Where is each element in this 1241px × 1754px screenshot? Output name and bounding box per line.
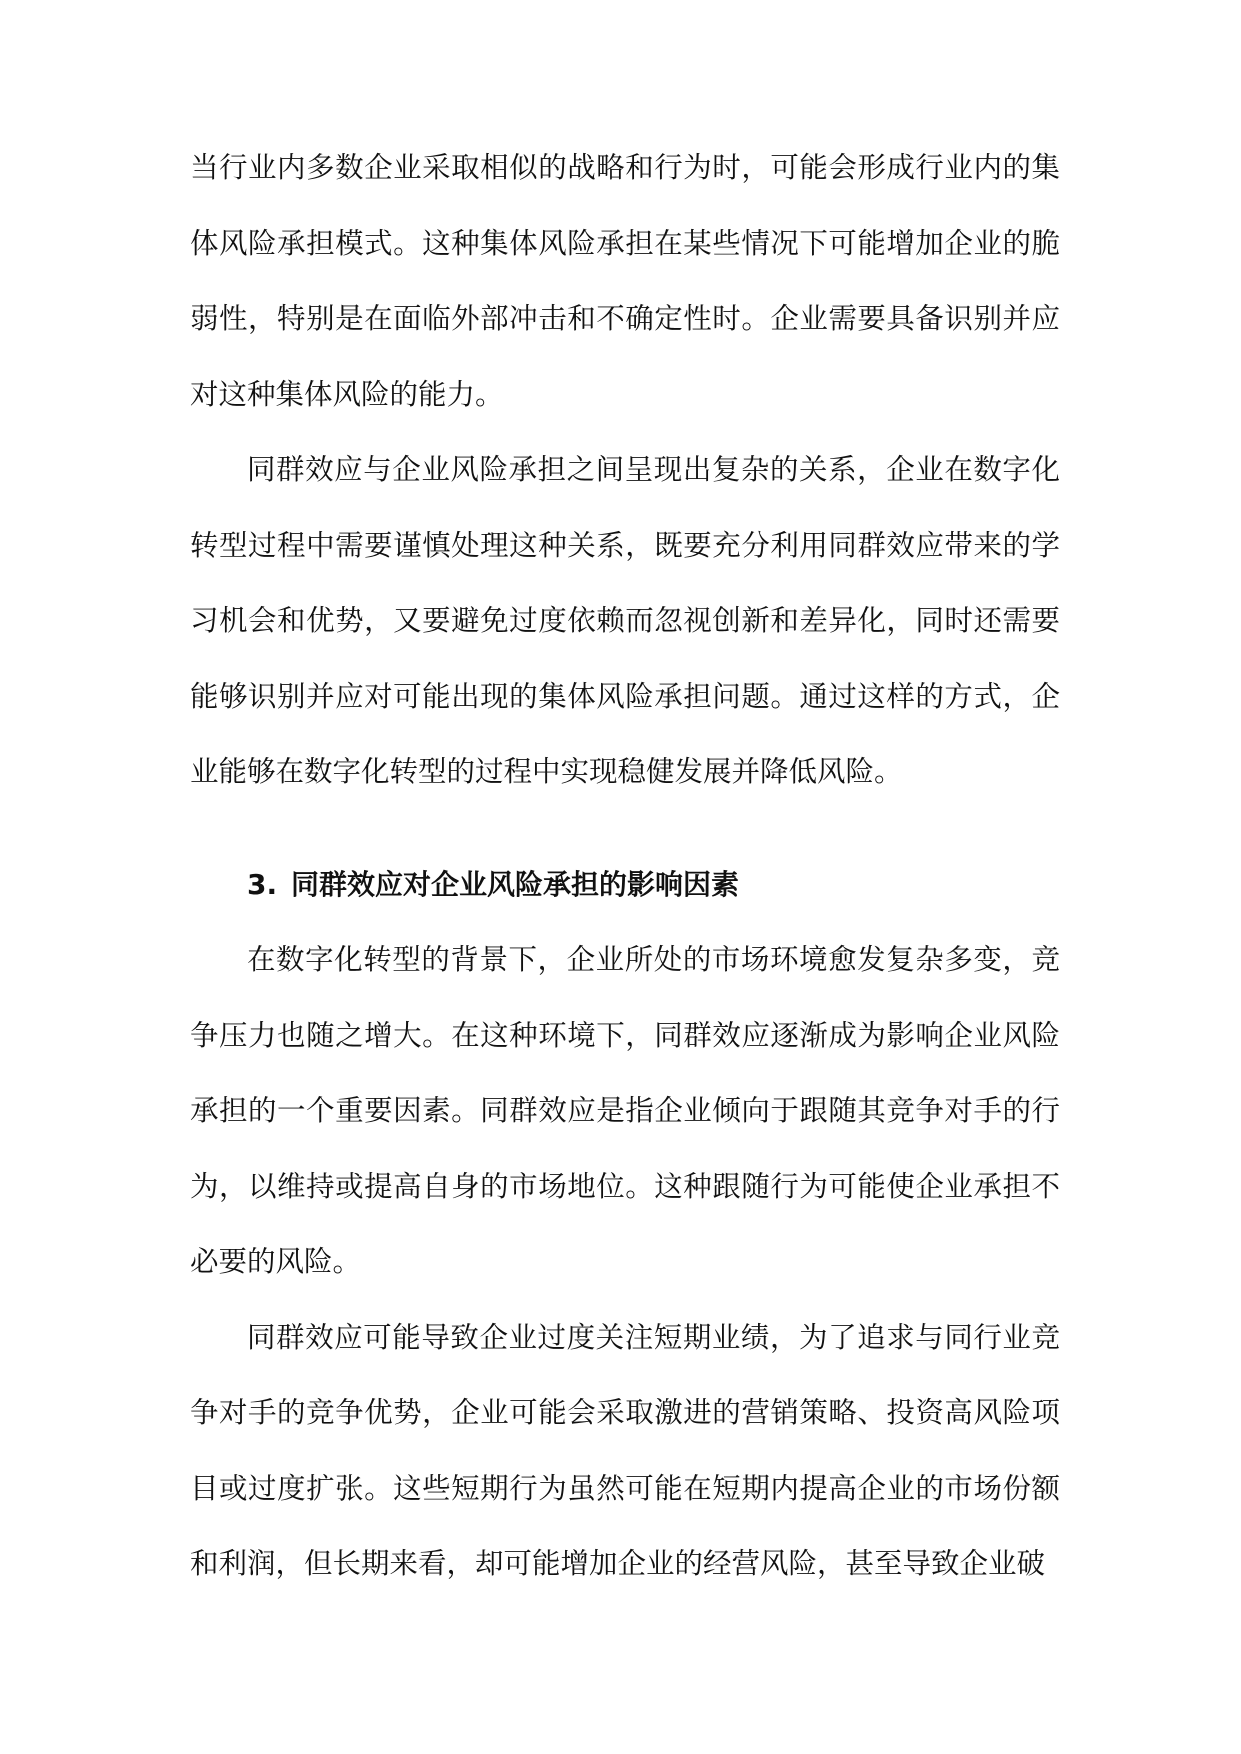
document-page: [190, 130, 1060, 1602]
paragraph-digital-context: 在数字化转型的背景下，企业所处的市场环境愈发复杂多变，竞争压力也随之增大。在这种环境下，同群效应逐渐成为影响企业风险承担的一个重要因素。同群效应是指企业倾向于跟随其竞争对手的行为，以维持或提高自身的市场地位。这种跟随行为可能使企业承担不必要的风险。: [190, 943, 1060, 1278]
paragraph-collective-risk: 当行业内多数企业采取相似的战略和行为时，可能会形成行业内的集体风险承担模式。这种集体风险承担在某些情况下可能增加企业的脆弱性，特别是在面临外部冲击和不确定性时。企业需要具备识别并应对这种集体风险的能力。: [190, 151, 1060, 411]
section-heading: [190, 847, 1060, 923]
section-number: 3.: [247, 867, 278, 901]
section-title: 同群效应对企业风险承担的影响因素: [291, 867, 740, 901]
paragraph-short-term-focus: 同群效应可能导致企业过度关注短期业绩，为了追求与同行业竞争对手的竞争优势，企业可能会采取激进的营销策略、投资高风险项目或过度扩张。这些短期行为虽然可能在短期内提高企业的市场份额和利润，但长期来看，却可能增加企业的经营风险，甚至导致企业破: [190, 1320, 1060, 1580]
paragraph-complex-relationship: 同群效应与企业风险承担之间呈现出复杂的关系，企业在数字化转型过程中需要谨慎处理这种关系，既要充分利用同群效应带来的学习机会和优势，又要避免过度依赖而忽视创新和差异化，同时还需要能够识别并应对可能出现的集体风险承担问题。通过这样的方式，企业能够在数字化转型的过程中实现稳健发展并降低风险。: [190, 453, 1060, 788]
